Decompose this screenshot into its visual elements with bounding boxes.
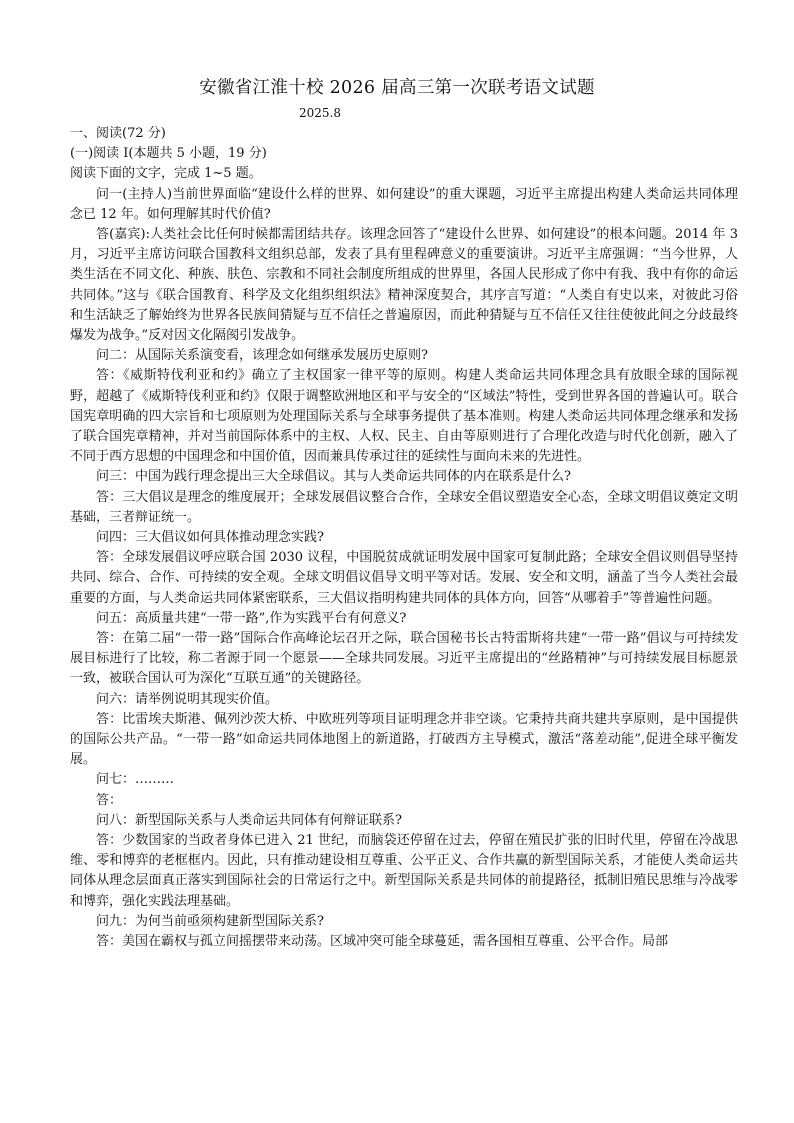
- paragraph: 答：美国在霸权与孤立间摇摆带来动荡。区域冲突可能全球蔓延，需各国相互尊重、公平合作。局部: [96, 934, 669, 950]
- paragraph: 问三：中国为践行理念提出三大全球倡议。其与人类命运共同体的内在联系是什么?: [96, 469, 571, 485]
- paragraph: 问二：从国际关系演变看，该理念如何继承发展历史原则?: [96, 348, 428, 364]
- paragraph: 答：: [96, 792, 123, 808]
- paragraph: 答：少数国家的当政者身体已进入 21 世纪，而脑袋还停留在过去，停留在殖民扩张的旧时代里，停留在冷战思维、零和博弈的老框框内。因此，只有推动建设相互尊重、公平正义、合作共赢的新型国际关系，才能使人类命运共同体从理念层面真正落实到国际社会的日常运行之中。新型国际关系是共同体的前提路径，抵制旧殖民思维与冷战零和博弈，强化实践法理基础。: [70, 833, 738, 909]
- paragraph: 问一(主持人)当前世界面临“建设什么样的世界、如何建设”的重大课题，习近平主席提出构建人类命运共同体理念已 12 年。如何理解其时代价值?: [70, 186, 738, 222]
- paragraph: 问七：………: [96, 772, 175, 788]
- instruction-text: 阅读下面的文字，完成 1~5 题。: [70, 166, 262, 182]
- paragraph: 问九：为何当前亟须构建新型国际关系?: [96, 913, 324, 929]
- paragraph: 答：三大倡议是理念的维度展开；全球发展倡议整合合作，全球安全倡议塑造安全心态，全球文明倡议奠定文明基础，三者辩证统一。: [70, 489, 738, 525]
- paragraph: 问八：新型国际关系与人类命运共同体有何辩证联系?: [96, 812, 402, 828]
- document-body: [70, 124, 738, 952]
- document-date: 2025.8: [299, 106, 341, 120]
- paragraph: 答：全球发展倡议呼应联合国 2030 议程，中国脱贫成就证明发展中国家可复制此路；全球安全倡议则倡导坚持共同、综合、合作、可持续的安全观。全球文明倡议倡导文明平等对话。发展、安全和文明，涵盖了当今人类社会最重要的方面，与人类命运共同体紧密联系，三大倡议指明构建共同体的具体方向，回答“从哪着手”等普遍性问题。: [70, 550, 738, 606]
- qa-paragraphs: [70, 185, 738, 953]
- section-heading: 一、阅读(72 分): [70, 126, 166, 141]
- sub-heading: (一)阅读 I(本题共 5 小题，19 分): [70, 146, 267, 162]
- paragraph: 答：《威斯特伐利亚和约》确立了主权国家一律平等的原则。构建人类命运共同体理念具有放眼全球的国际视野，超越了《威斯特伐利亚和约》仅限于调整欧洲地区和平与安全的“区域法”特性，受到世界各国的普遍认可。联合国宪章明确的四大宗旨和七项原则为处理国际关系与全球事务提供了基本准则。构建人类命运共同体理念继承和发扬了联合国宪章精神，并对当前国际体系中的主权、人权、民主、自由等原则进行了合理化改造与时代化创新，融入了不同于西方思想的中国理念和中国价值，因而兼具传承过往的延续性与面向未来的先进性。: [70, 368, 738, 465]
- document-title: 安徽省江淮十校 2026 届高三第一次联考语文试题: [199, 78, 595, 98]
- paragraph: 答：比雷埃夫斯港、佩列沙茨大桥、中欧班列等项目证明理念并非空谈。它秉持共商共建共享原则，是中国提供的国际公共产品。“一带一路”如命运共同体地图上的新道路，打破西方主导模式，激活“落差动能”,促进全球平衡发展。: [70, 711, 738, 768]
- paragraph: 问六：请举例说明其现实价值。: [96, 691, 279, 707]
- paragraph: 问四：三大倡议如何具体推动理念实践?: [96, 530, 324, 546]
- paragraph: 答(嘉宾):人类社会比任何时候都需团结共存。该理念回答了“建设什么世界、如何建设”的根本问题。2014 年 3 月，习近平主席访问联合国教科文组织总部，发表了具有里程碑意义的重要演讲。习近平主席强调：“当今世界，人类生活在不同文化、种族、肤色、宗教和不同社会制度所组成的世界里，各国人民形成了你中有我、我中有你的命运共同体。”这与《联合国教育、科学及文化组织组织法》精神深度契合，其序言写道：“人类自有史以来，对彼此习俗和生活缺乏了解始终为世界各民族间猜疑与互不信任之普遍原因，而此种猜疑与互不信任又往往使彼此间之分歧最终爆发为战争。”反对因文化隔阂引发战争。: [70, 226, 738, 343]
- paragraph: 问五：高质量共建“一带一路”,作为实践平台有何意义?: [96, 610, 407, 626]
- paragraph: 答：在第二届“一带一路”国际合作高峰论坛召开之际，联合国秘书长古特雷斯将共建“一带一路”倡议与可持续发展目标进行了比较，称二者源于同一个愿景——全球共同发展。习近平主席提出的“丝路精神”与可持续发展目标愿景一致，被联合国认可为深化“互联互通”的关键路径。: [70, 631, 738, 687]
